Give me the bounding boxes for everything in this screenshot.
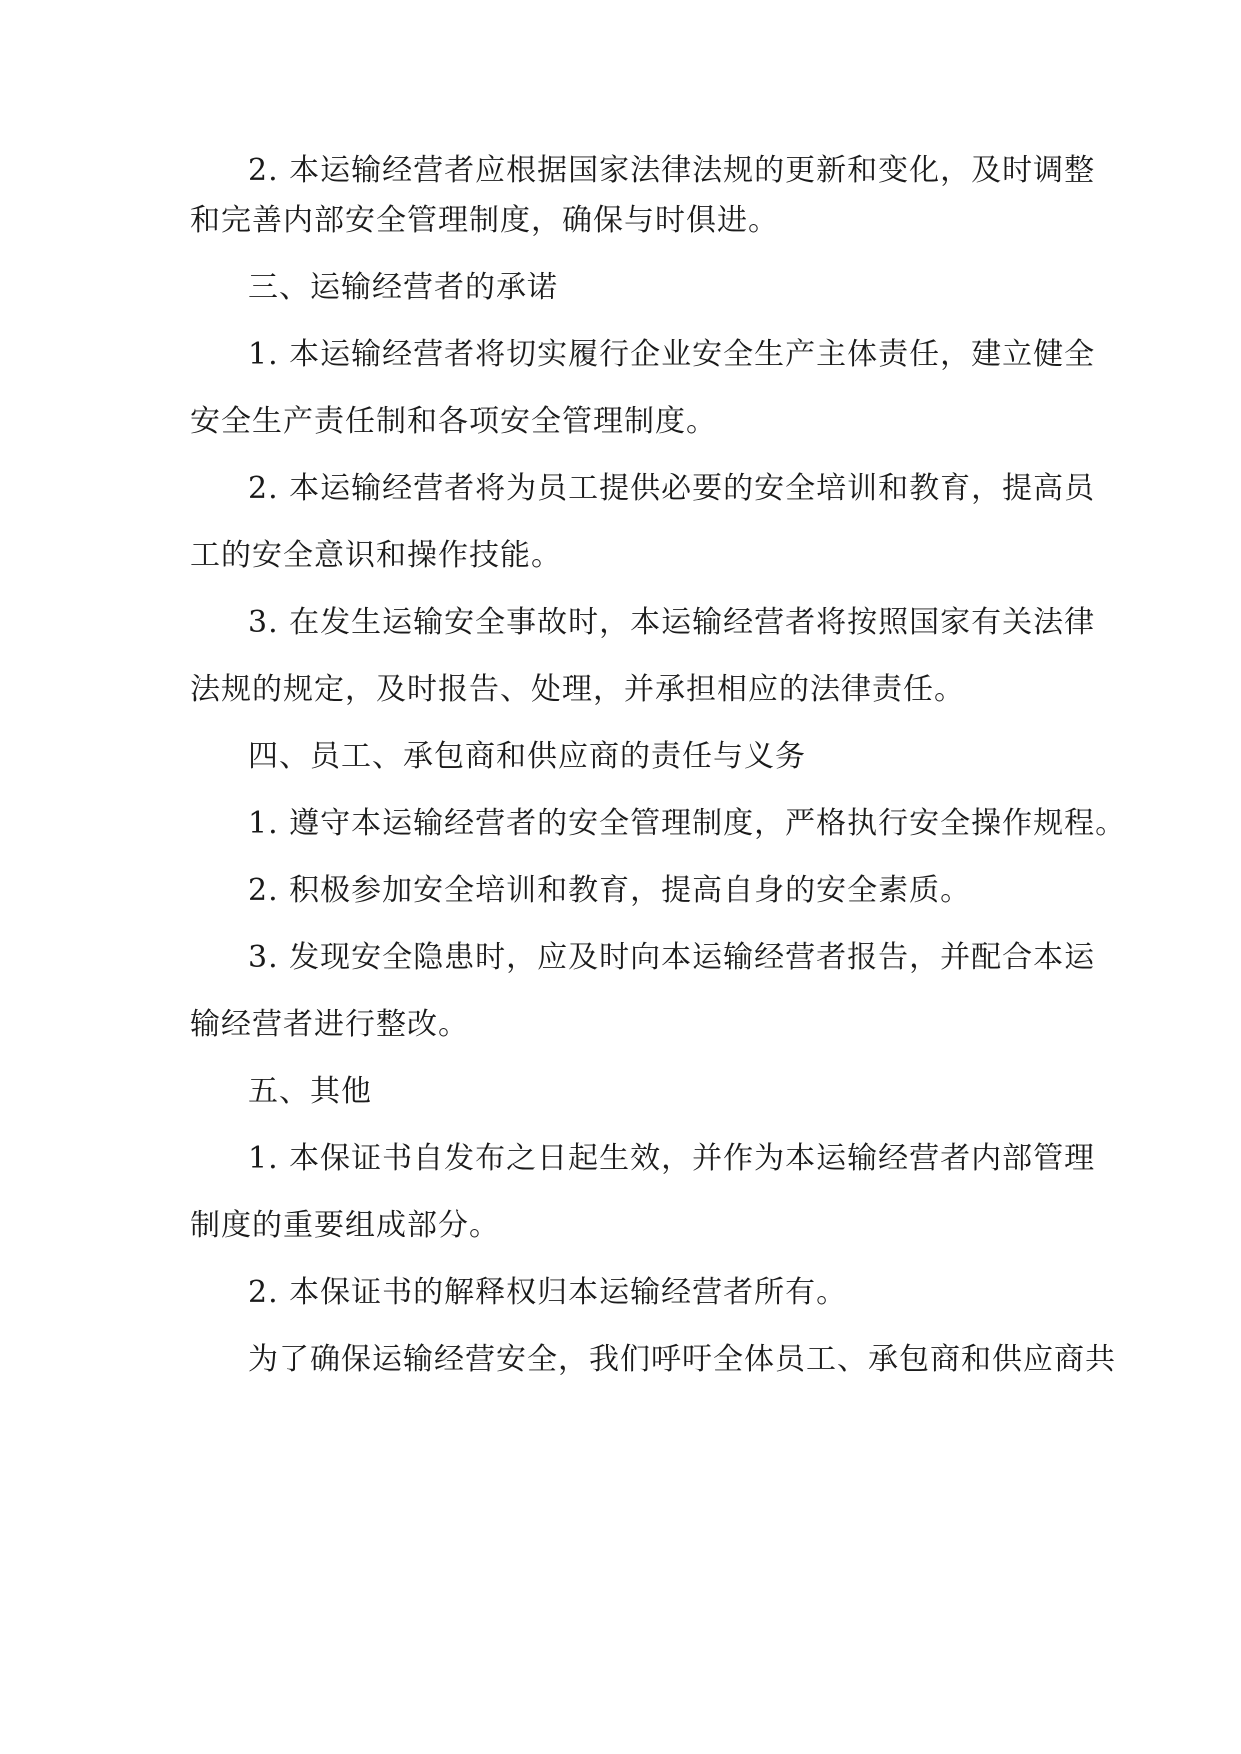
paragraph-line: 输经营者进行整改。 (190, 1007, 469, 1042)
paragraph-line: 工的安全意识和操作技能。 (190, 538, 562, 573)
paragraph-line: 2. 本保证书的解释权归本运输经营者所有。 (248, 1275, 848, 1310)
paragraph-line: 3. 在发生运输安全事故时，本运输经营者将按照国家有关法律 (248, 605, 1096, 640)
paragraph-line: 2. 本运输经营者应根据国家法律法规的更新和变化，及时调整 (248, 153, 1096, 188)
paragraph-line: 1. 本保证书自发布之日起生效，并作为本运输经营者内部管理 (248, 1141, 1096, 1176)
paragraph-line: 为了确保运输经营安全，我们呼吁全体员工、承包商和供应商共 (248, 1342, 1116, 1377)
section-heading: 四、员工、承包商和供应商的责任与义务 (248, 739, 806, 774)
paragraph-line: 2. 积极参加安全培训和教育，提高自身的安全素质。 (248, 873, 972, 908)
paragraph-line: 和完善内部安全管理制度，确保与时俱进。 (190, 203, 779, 238)
paragraph-line: 1. 遵守本运输经营者的安全管理制度，严格执行安全操作规程。 (248, 806, 1127, 841)
paragraph-line: 制度的重要组成部分。 (190, 1208, 500, 1243)
paragraph-line: 法规的规定，及时报告、处理，并承担相应的法律责任。 (190, 672, 965, 707)
paragraph-line: 安全生产责任制和各项安全管理制度。 (190, 404, 717, 439)
section-heading: 五、其他 (248, 1074, 372, 1109)
section-heading: 三、运输经营者的承诺 (248, 270, 558, 305)
paragraph-line: 3. 发现安全隐患时，应及时向本运输经营者报告，并配合本运 (248, 940, 1096, 975)
paragraph-line: 2. 本运输经营者将为员工提供必要的安全培训和教育，提高员 (248, 471, 1096, 506)
paragraph-line: 1. 本运输经营者将切实履行企业安全生产主体责任，建立健全 (248, 337, 1096, 372)
